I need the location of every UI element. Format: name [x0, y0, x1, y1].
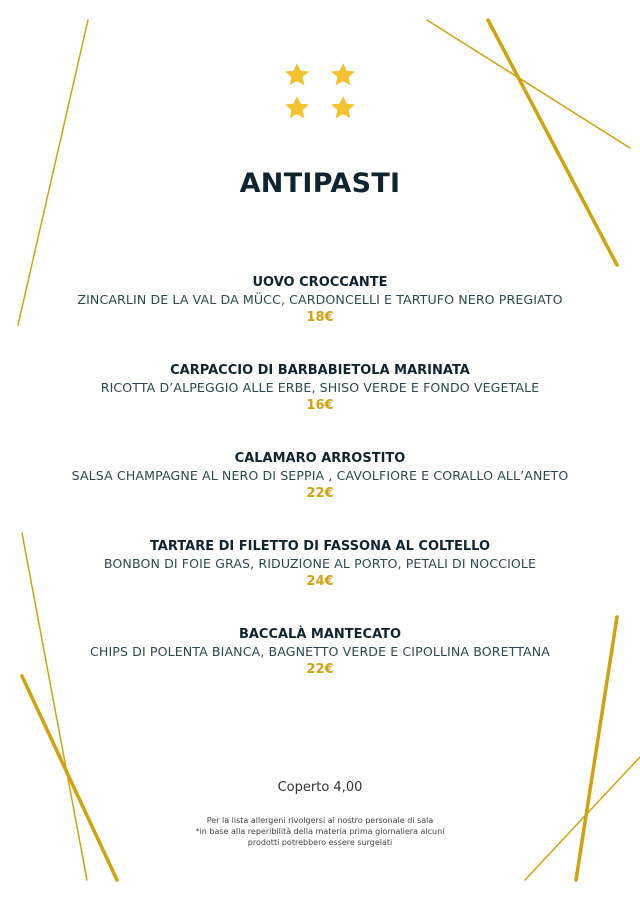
menu-item — [0, 362, 640, 415]
dish-name: TARTARE DI FILETTO DI FASSONA AL COLTELLO — [149, 539, 491, 554]
dish-description: BONBON DI FOIE GRAS, RIDUZIONE AL PORTO, PETALI DI NOCCIOLE — [103, 556, 537, 571]
deco-line — [427, 20, 630, 148]
menu-item — [0, 538, 640, 591]
dish-price: 22€ — [306, 662, 334, 677]
dish-name: UOVO CROCCANTE — [252, 275, 388, 290]
star-icon — [330, 95, 356, 121]
frozen-note-cont: prodotti potrebbero essere surgelati — [247, 838, 393, 847]
dish-name: BACCALÀ MANTECATO — [238, 627, 402, 642]
dish-price: 16€ — [306, 398, 334, 413]
menu-item — [0, 274, 640, 327]
dish-price: 22€ — [306, 486, 334, 501]
dish-description: CHIPS DI POLENTA BIANCA, BAGNETTO VERDE E CIPOLLINA BORETTANA — [90, 644, 550, 659]
cover-charge: Coperto 4,00 — [277, 780, 363, 795]
dish-description: ZINCARLIN DE LA VAL DA MÜCC, CARDONCELLI E TARTUFO NERO PREGIATO — [77, 292, 563, 307]
footer-notes — [0, 815, 640, 848]
page-title: ANTIPASTI — [239, 168, 401, 199]
allergen-note: Per la lista allergeni rivolgersi al nostro personale di sala — [206, 816, 434, 825]
dish-price: 18€ — [306, 310, 334, 325]
star-icon — [284, 95, 310, 121]
dish-name: CARPACCIO DI BARBABIETOLA MARINATA — [170, 363, 470, 378]
dish-price: 24€ — [306, 574, 334, 589]
deco-line — [488, 20, 617, 265]
star-icon — [284, 62, 310, 88]
star-icon — [330, 62, 356, 88]
frozen-note: *in base alla reperibilità della materia prima giornaliera alcuni — [195, 827, 445, 836]
menu-item — [0, 626, 640, 679]
menu-item — [0, 450, 640, 503]
dish-description: RICOTTA D’ALPEGGIO ALLE ERBE, SHISO VERDE E FONDO VEGETALE — [100, 380, 540, 395]
dish-name: CALAMARO ARROSTITO — [234, 451, 406, 466]
dish-description: SALSA CHAMPAGNE AL NERO DI SEPPIA , CAVOLFIORE E CORALLO ALL’ANETO — [71, 468, 569, 483]
deco-line — [22, 676, 117, 880]
